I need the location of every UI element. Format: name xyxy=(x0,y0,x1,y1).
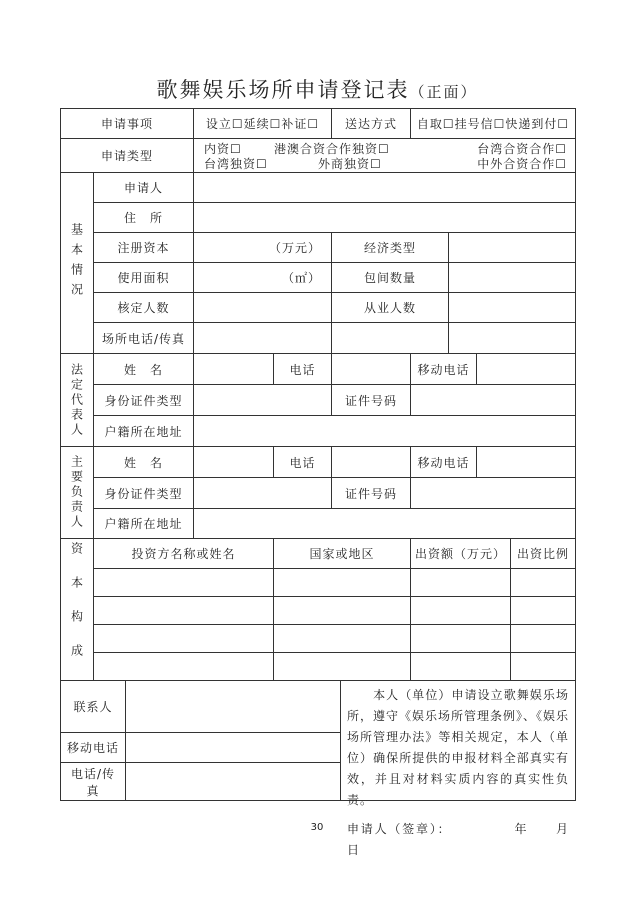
field-mgr-name[interactable] xyxy=(194,447,274,478)
field-venue-phone[interactable] xyxy=(194,323,332,354)
capital-cell[interactable] xyxy=(511,653,576,681)
option-taiwan-sole[interactable]: 台湾独资☐ xyxy=(204,157,268,171)
label-mgr-name: 姓 名 xyxy=(94,447,194,478)
field-legal-name[interactable] xyxy=(194,354,274,385)
header-ratio: 出资比例 xyxy=(511,539,576,569)
field-contact-mobile[interactable] xyxy=(126,733,341,763)
label-legal-mobile: 移动电话 xyxy=(411,354,477,385)
title-text: 歌舞娱乐场所申请登记表 xyxy=(156,78,410,102)
section-basic-label: 基本情况 xyxy=(69,223,84,303)
label-capital: 注册资本 xyxy=(94,233,194,263)
header-investor: 投资方名称或姓名 xyxy=(94,539,274,569)
area-unit: （㎡） xyxy=(281,271,321,285)
section-capital xyxy=(61,539,94,681)
capital-cell[interactable] xyxy=(411,625,511,653)
capital-cell[interactable] xyxy=(511,625,576,653)
capital-cell[interactable] xyxy=(274,653,411,681)
title-suffix: （正面） xyxy=(409,83,478,101)
label-contact-phone: 电话/传真 xyxy=(61,763,126,801)
field-contact[interactable] xyxy=(126,681,341,733)
label-applicant: 申请人 xyxy=(94,173,194,203)
label-legal-id-no: 证件号码 xyxy=(332,385,411,416)
field-legal-hukou[interactable] xyxy=(194,416,576,447)
field-staff[interactable] xyxy=(449,293,576,323)
label-mgr-id-no: 证件号码 xyxy=(332,478,411,509)
signature-line[interactable]: 申请人（签章）： 年 月 日 xyxy=(347,822,596,857)
field-mgr-id-no[interactable] xyxy=(411,478,576,509)
field-legal-id-type[interactable] xyxy=(194,385,332,416)
apply-item-options[interactable]: 设立☐延续☐补证☐ xyxy=(194,109,332,139)
label-area: 使用面积 xyxy=(94,263,194,293)
option-domestic[interactable]: 内资☐ xyxy=(204,142,242,156)
field-mgr-hukou[interactable] xyxy=(194,509,576,539)
field-venue-phone-2[interactable] xyxy=(332,323,449,354)
capital-cell[interactable] xyxy=(94,597,274,625)
capital-cell[interactable] xyxy=(274,569,411,597)
capital-cell[interactable] xyxy=(94,625,274,653)
label-staff: 从业人数 xyxy=(332,293,449,323)
page-title xyxy=(0,74,634,104)
field-capital[interactable] xyxy=(194,233,332,263)
capital-cell[interactable] xyxy=(411,653,511,681)
header-country: 国家或地区 xyxy=(274,539,411,569)
declaration-text: 本人（单位）申请设立歌舞娱乐场所，遵守《娱乐场所管理条例》、《娱乐场所管理办法》等相关规定，本人（单位）确保所提供的申报材料全部真实有效，并且对材料实质内容的真实性负责。 xyxy=(347,688,570,807)
apply-type-options[interactable] xyxy=(194,139,576,173)
capital-cell[interactable] xyxy=(411,569,511,597)
field-applicant[interactable] xyxy=(194,173,576,203)
option-foreign-sole[interactable]: 外商独资☐ xyxy=(318,157,382,171)
capital-cell[interactable] xyxy=(511,569,576,597)
field-econ-type[interactable] xyxy=(449,233,576,263)
delivery-options[interactable]: 自取☐挂号信☐快递到付☐ xyxy=(411,109,576,139)
capital-cell[interactable] xyxy=(511,597,576,625)
label-legal-id-type: 身份证件类型 xyxy=(94,385,194,416)
field-legal-mobile[interactable] xyxy=(477,354,576,385)
label-apply-type: 申请类型 xyxy=(61,139,194,173)
field-address[interactable] xyxy=(194,203,576,233)
label-apply-item: 申请事项 xyxy=(61,109,194,139)
option-taiwan-jv[interactable]: 台湾合资合作☐ xyxy=(477,142,567,156)
label-legal-hukou: 户籍所在地址 xyxy=(94,416,194,447)
field-approved[interactable] xyxy=(194,293,332,323)
label-mgr-id-type: 身份证件类型 xyxy=(94,478,194,509)
label-contact: 联系人 xyxy=(61,681,126,733)
header-amount: 出资额（万元） xyxy=(411,539,511,569)
label-mgr-hukou: 户籍所在地址 xyxy=(94,509,194,539)
section-capital-label: 资本构成 xyxy=(69,541,84,678)
capital-cell[interactable] xyxy=(94,653,274,681)
label-mgr-phone: 电话 xyxy=(274,447,332,478)
label-venue-phone: 场所电话/传真 xyxy=(94,323,194,354)
label-contact-mobile: 移动电话 xyxy=(61,733,126,763)
field-rooms[interactable] xyxy=(449,263,576,293)
option-sino-foreign[interactable]: 中外合资合作☐ xyxy=(477,157,567,171)
label-legal-phone: 电话 xyxy=(274,354,332,385)
label-legal-name: 姓 名 xyxy=(94,354,194,385)
field-venue-fax[interactable] xyxy=(449,323,576,354)
section-legal xyxy=(61,354,94,447)
field-area[interactable] xyxy=(194,263,332,293)
page-number: 30 xyxy=(310,822,324,833)
field-mgr-id-type[interactable] xyxy=(194,478,332,509)
field-mgr-phone[interactable] xyxy=(332,447,411,478)
capital-cell[interactable] xyxy=(94,569,274,597)
field-legal-phone[interactable] xyxy=(332,354,411,385)
capital-cell[interactable] xyxy=(274,625,411,653)
section-manager-label: 主要负责人 xyxy=(69,455,84,530)
label-address: 住 所 xyxy=(94,203,194,233)
field-legal-id-no[interactable] xyxy=(411,385,576,416)
field-contact-phone[interactable] xyxy=(126,763,341,801)
label-econ-type: 经济类型 xyxy=(332,233,449,263)
label-approved: 核定人数 xyxy=(94,293,194,323)
label-rooms: 包间数量 xyxy=(332,263,449,293)
section-manager xyxy=(61,447,94,539)
section-legal-label: 法定代表人 xyxy=(69,362,84,438)
declaration xyxy=(341,681,596,857)
label-delivery: 送达方式 xyxy=(332,109,411,139)
field-mgr-mobile[interactable] xyxy=(477,447,576,478)
option-hk-macau[interactable]: 港澳合资合作独资☐ xyxy=(274,142,390,156)
capital-cell[interactable] xyxy=(411,597,511,625)
label-mgr-mobile: 移动电话 xyxy=(411,447,477,478)
capital-cell[interactable] xyxy=(274,597,411,625)
capital-unit: （万元） xyxy=(268,241,321,255)
section-basic xyxy=(61,173,94,354)
